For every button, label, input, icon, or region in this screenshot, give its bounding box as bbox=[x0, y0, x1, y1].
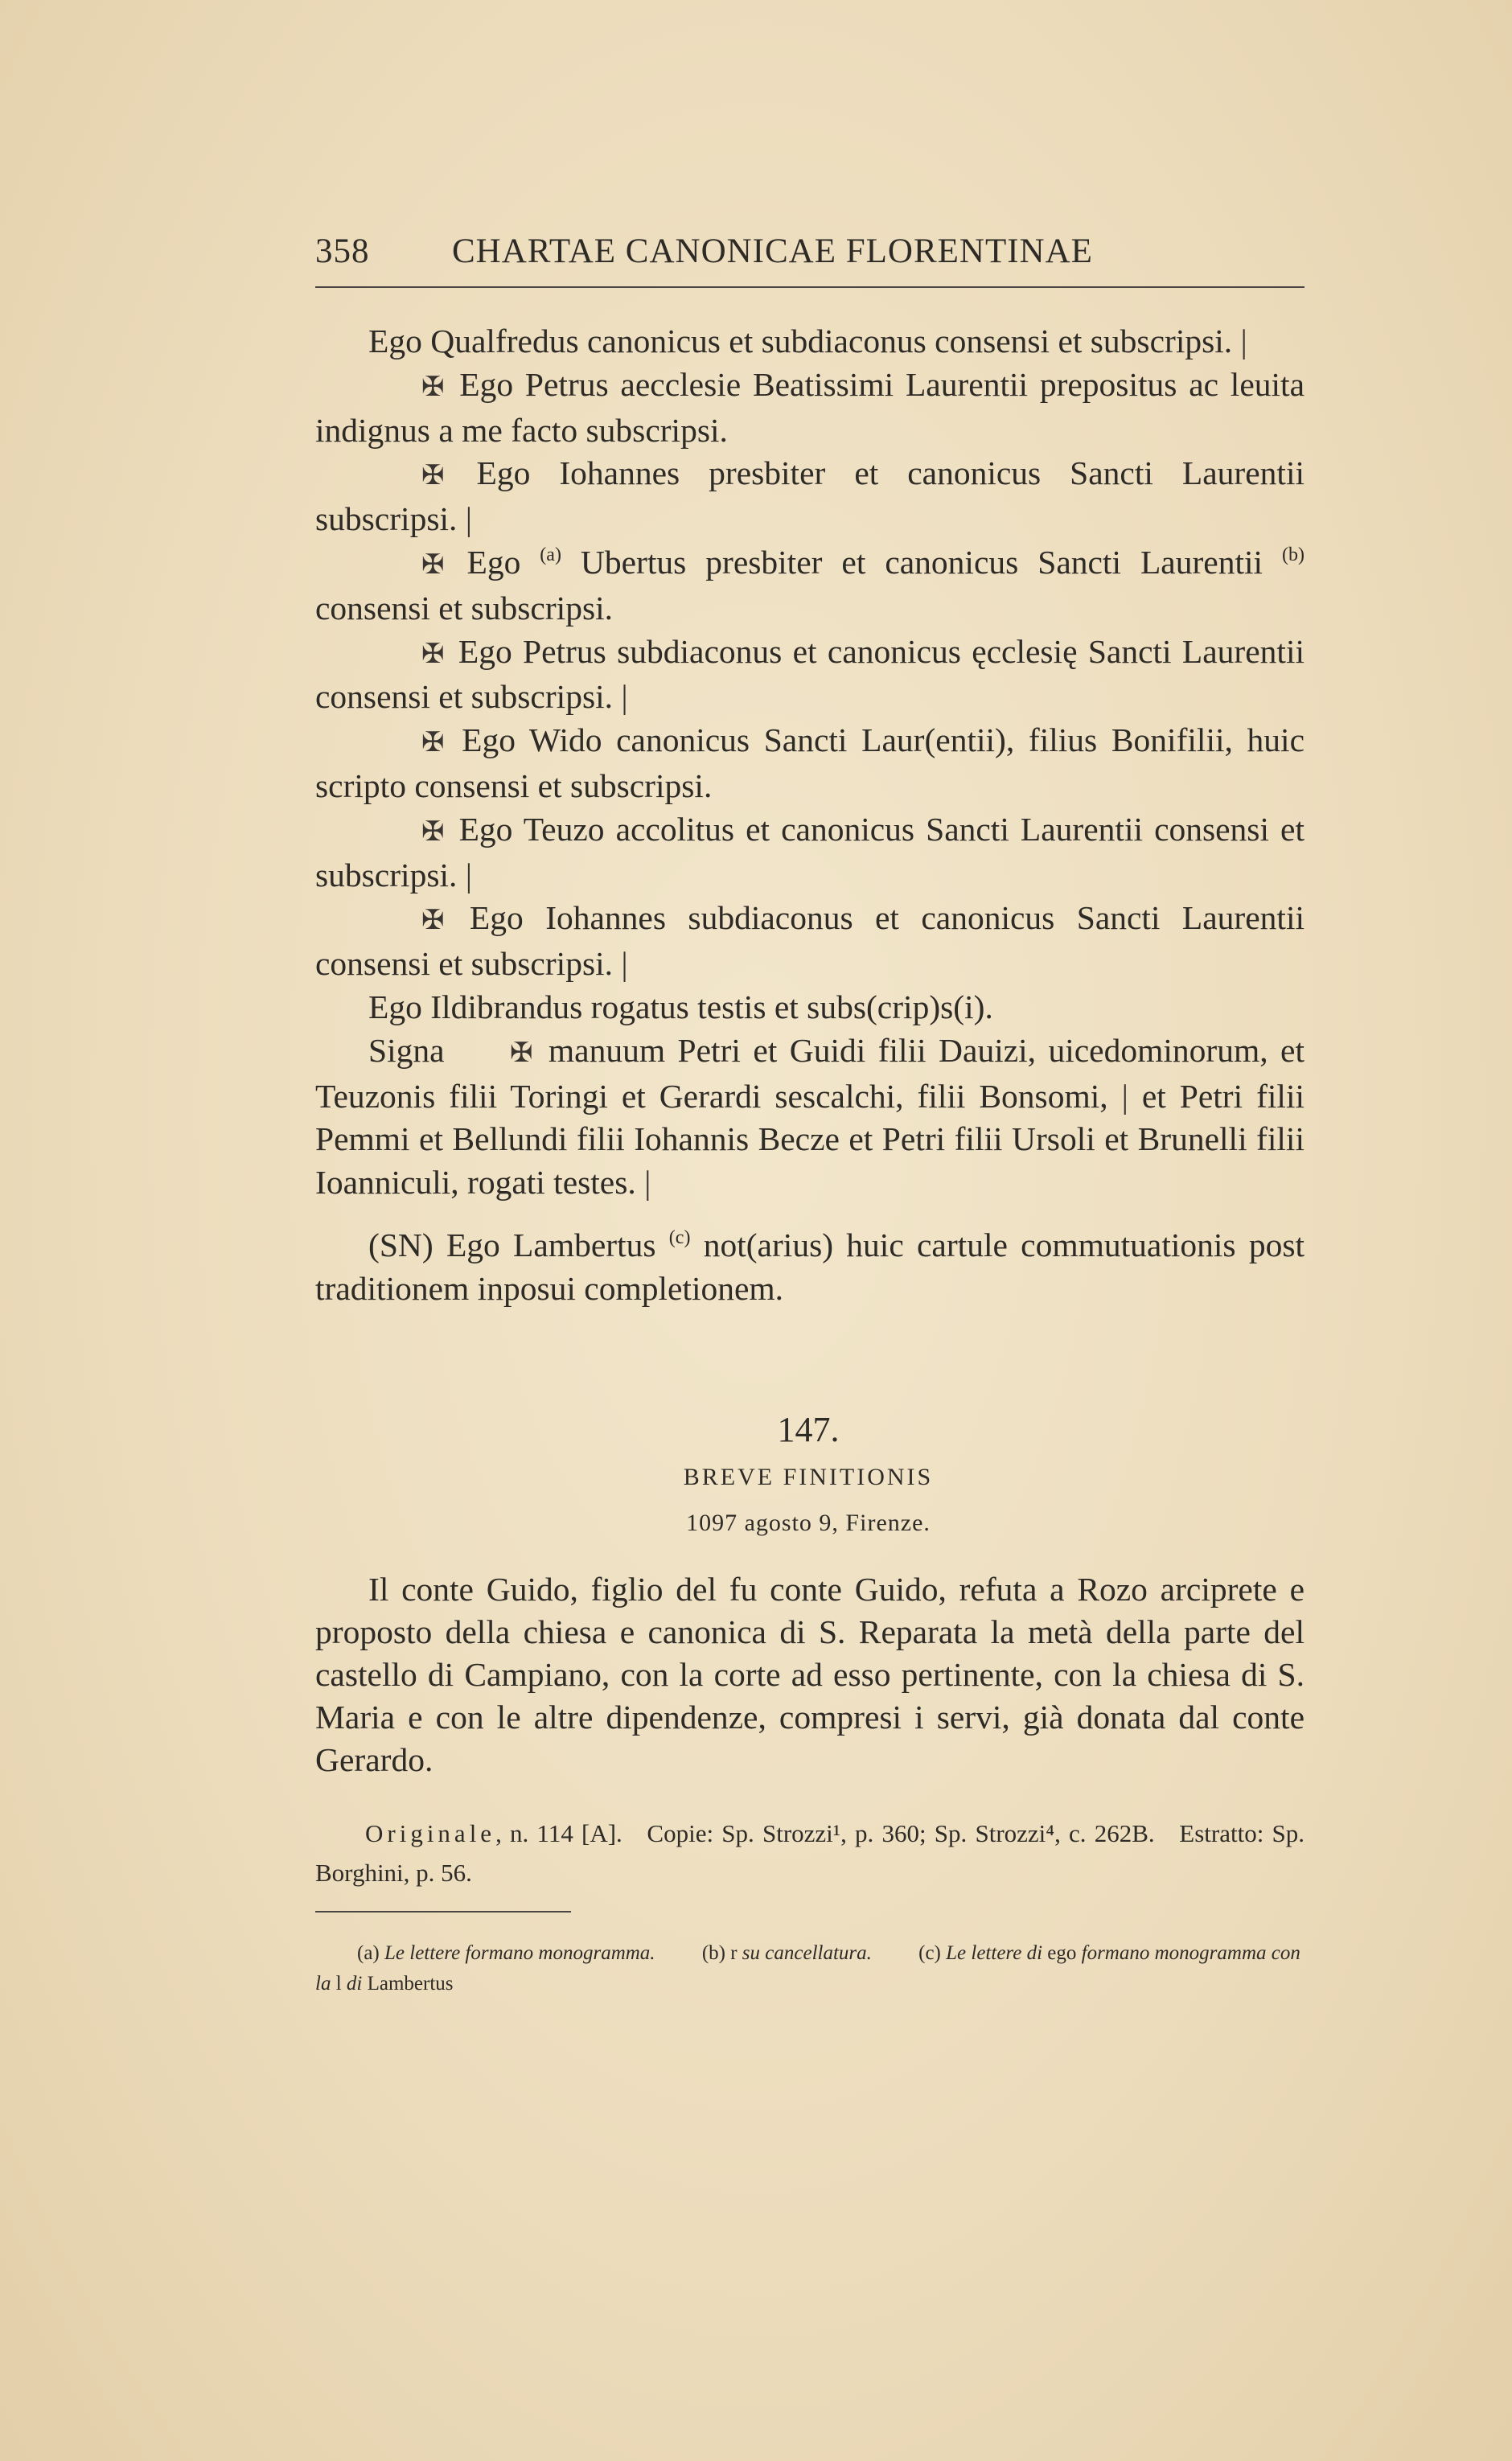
page-number: 358 bbox=[315, 232, 370, 270]
document-number: 147. bbox=[777, 1410, 840, 1449]
subscription-line: Ego Ildibrandus rogatus testis et subs(crip)s(i). bbox=[368, 988, 993, 1025]
header-rule bbox=[315, 286, 1305, 288]
footnote-c: (c) Le lettere di ego formano monogramma con la l di Lambertus bbox=[315, 1942, 1300, 1995]
document-title: BREVE FINITIONIS bbox=[683, 1464, 934, 1490]
footnotes bbox=[315, 1938, 1305, 1999]
footnote-a: (a) Le lettere formano monogramma. bbox=[357, 1942, 655, 1964]
witness-signa: Signa ✠ manuum Petri et Guidi filii Dauizi, uicedominorum, et Teuzonis filii Toringi et Gerardi sescalchi, filii Bonsomi, | et Petri filii Pemmi et Bellundi filii Iohannis Becze et Petri filii Ursoli et Brunelli filii Ioanniculi, rogati testes. | bbox=[315, 1031, 1305, 1202]
subscription-line: ✠ Ego Wido canonicus Sancti Laur(entii), filius Bonifilii, huic scripto consensi et subscripsi. bbox=[315, 721, 1305, 804]
cross-icon: ✠ bbox=[509, 1037, 533, 1068]
copie-text: Copie: Sp. Strozzi¹, p. 360; Sp. Strozzi⁴, c. 262B. bbox=[647, 1819, 1155, 1847]
subscription-line: ✠ Ego Iohannes presbiter et canonicus Sancti Laurentii subscripsi. | bbox=[315, 454, 1305, 538]
cross-icon: ✠ bbox=[421, 906, 445, 936]
cross-icon: ✠ bbox=[421, 372, 445, 402]
separator-mark: | bbox=[465, 856, 473, 894]
footnote-ref-b: (b) bbox=[1282, 544, 1305, 565]
originale-label: Originale bbox=[365, 1819, 496, 1847]
subscription-line: ✠ Ego Petrus aecclesie Beatissimi Laurentii prepositus ac leuita indignus a me facto subscripsi. bbox=[315, 365, 1305, 449]
cross-icon: ✠ bbox=[421, 549, 445, 580]
running-title: CHARTAE CANONICAE FLORENTINAE bbox=[452, 232, 1093, 270]
footnote-b: (b) r su cancellatura. bbox=[701, 1942, 872, 1964]
originale-ref: , n. 114 [A]. bbox=[495, 1819, 622, 1847]
separator-mark: | bbox=[465, 500, 473, 538]
document-date: 1097 agosto 9, Firenze. bbox=[686, 1510, 931, 1536]
subscription-line: ✠ Ego Iohannes subdiaconus et canonicus Sancti Laurentii consensi et subscripsi. | bbox=[315, 899, 1305, 983]
separator-mark: | bbox=[621, 945, 628, 983]
regest bbox=[315, 1568, 1305, 1781]
footnote-ref-c: (c) bbox=[668, 1226, 691, 1248]
cross-icon: ✠ bbox=[421, 728, 445, 758]
regest-text: Il conte Guido, figlio del fu conte Guido, refuta a Rozo arciprete e proposto della chiesa e canonica di S. Reparata la metà della parte del castello di Campiano, con la corte ad esso pertinente, con la chiesa di S. Maria e con le altre dipendenze, compresi i servi, già donata dal conte Gerardo. bbox=[315, 1571, 1305, 1778]
cross-icon: ✠ bbox=[421, 639, 445, 669]
separator-mark: | bbox=[1240, 323, 1247, 359]
footnote-rule bbox=[315, 1911, 571, 1913]
separator-mark: | bbox=[644, 1164, 651, 1202]
notary-completion: (SN) Ego Lambertus $^{(c)}$ not(arius) huic cartule commutuationis post traditionem inposui completionem. bbox=[315, 1226, 1305, 1307]
subscription-line: ✠ Ego Teuzo accolitus et canonicus Sancti Laurentii consensi et subscripsi. | bbox=[315, 810, 1305, 894]
sources-note bbox=[315, 1814, 1305, 1892]
cross-icon: ✠ bbox=[421, 461, 445, 491]
running-header bbox=[315, 232, 1305, 271]
subscriptions-block bbox=[315, 320, 1305, 1311]
subscription-line: Ego Qualfredus canonicus et subdiaconus consensi et subscripsi. | bbox=[368, 323, 1247, 359]
cross-icon: ✠ bbox=[421, 816, 445, 847]
footnote-ref-a: (a) bbox=[540, 544, 561, 565]
subscription-line: ✠ Ego Petrus subdiaconus et canonicus ęcclesię Sancti Laurentii consensi et subscripsi. | bbox=[315, 632, 1305, 716]
estratto-text: Estratto: Sp. Borghini, p. 56. bbox=[315, 1819, 1305, 1887]
separator-mark: | bbox=[621, 678, 628, 716]
separator-mark: | bbox=[1121, 1077, 1128, 1115]
subscription-line: ✠ Ego $^{(a)}$ Ubertus presbiter et canonicus Sancti Laurentii $^{(b)}$ consensi et subscripsi. bbox=[315, 543, 1305, 627]
